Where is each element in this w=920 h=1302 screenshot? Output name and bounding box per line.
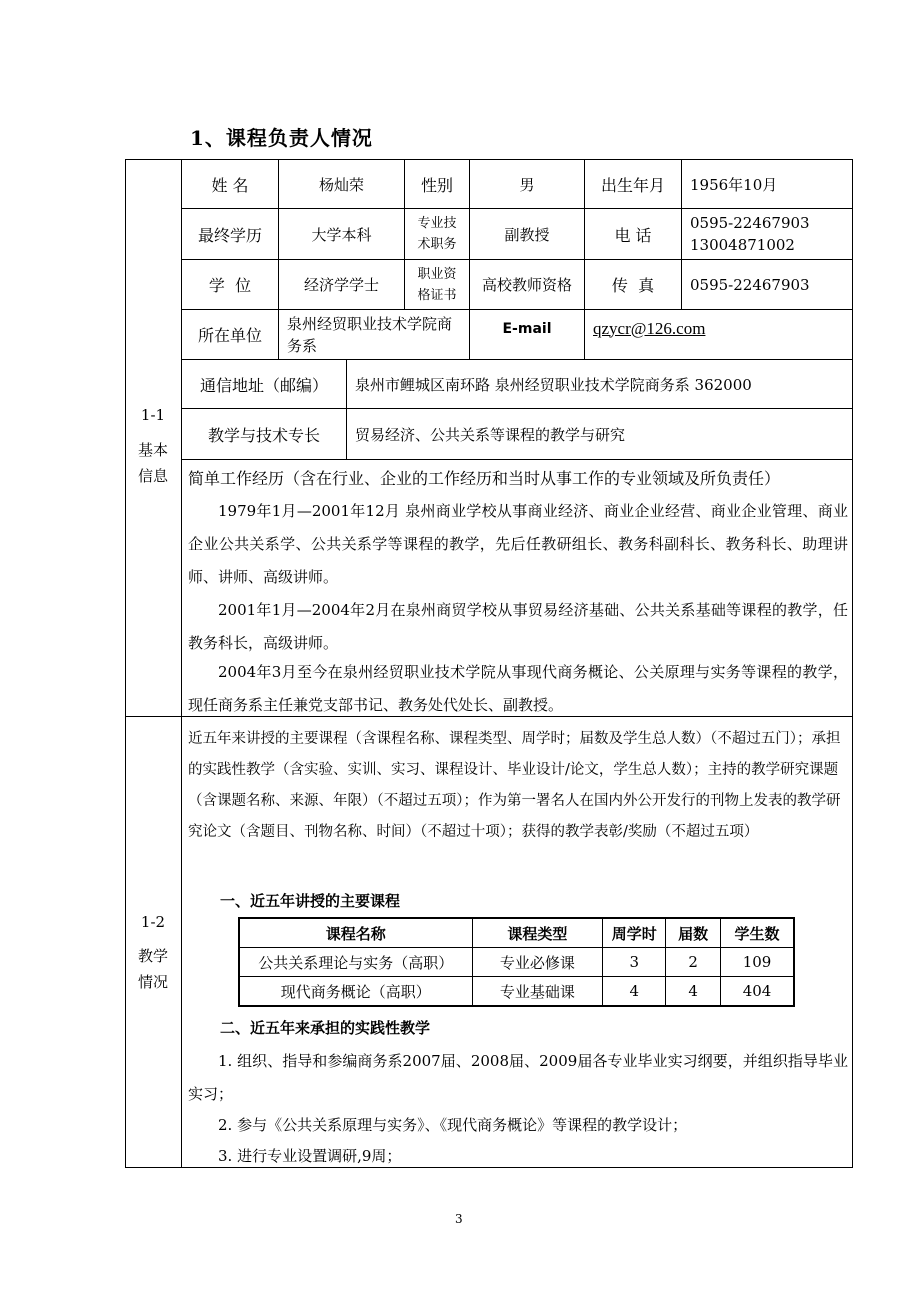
- weekly-hours: 3: [603, 948, 666, 977]
- phone-label: 电 话: [614, 225, 652, 245]
- title-label: 专业技术职务: [417, 216, 457, 252]
- degree-value: 经济学学士: [303, 276, 379, 294]
- resume-item-1: 1979年1月—2001年12月 泉州商业学校从事商业经济、商业企业经营、商业企业管理、商业企业公共关系学、公共关系学等课程的教学，先后任教研组长、教务科副科长、教务科长、助理讲师、讲师、高级讲师。: [188, 502, 848, 586]
- col-course-type: 课程类型: [472, 918, 603, 948]
- gender-label: 性别: [420, 175, 453, 195]
- col-students: 学生数: [721, 918, 794, 948]
- degree-label: 学 位: [208, 276, 252, 295]
- students: 404: [721, 977, 794, 1007]
- birth-label: 出生年月: [600, 175, 665, 195]
- courses-table: [238, 917, 795, 1007]
- table-row: [239, 948, 794, 977]
- phone-value: [682, 209, 852, 259]
- side-label-teaching: 教学 情况: [137, 947, 168, 991]
- side-label-basic: 基本 信息: [137, 441, 168, 485]
- phone-mobile: 13004871002: [690, 236, 795, 254]
- address-label: 通信地址（邮编）: [199, 375, 328, 395]
- sessions: 4: [666, 977, 721, 1007]
- gender-value: 男: [519, 175, 535, 194]
- email-link[interactable]: qzycr@126.com: [593, 318, 706, 338]
- cert-label: 职业资格证书: [417, 266, 457, 303]
- courses-header-row: [239, 918, 794, 948]
- weekly-hours: 4: [603, 977, 666, 1007]
- course-type: 专业基础课: [472, 977, 603, 1007]
- resume-title: 简单工作经历（含在行业、企业的工作经历和当时从事工作的专业领域及所负责任）: [188, 469, 781, 488]
- col-sessions: 届数: [666, 918, 721, 948]
- section-title: 1、课程负责人情况: [190, 126, 373, 150]
- col-course-name: 课程名称: [239, 918, 472, 948]
- col-weekly-hours: 周学时: [603, 918, 666, 948]
- email-label: E-mail: [502, 320, 552, 337]
- course-name: 现代商务概论（高职）: [239, 977, 472, 1007]
- practice-title: 二、近五年来承担的实践性教学: [220, 1019, 431, 1037]
- course-type: 专业必修课: [472, 948, 603, 977]
- courses-title: 一、近五年讲授的主要课程: [220, 892, 401, 910]
- side-num-1-1: 1-1: [140, 406, 166, 424]
- unit-value: 泉州经贸职业技术学院商务系: [287, 314, 453, 355]
- students: 109: [721, 948, 794, 977]
- phone-office: 0595-22467903: [690, 214, 810, 232]
- resume-item-3: 2004年3月至今在泉州经贸职业技术学院从事现代商务概论、公关原理与实务等课程的教学，现任商务系主任兼党支部书记、教务处代处长、副教授。: [188, 663, 848, 714]
- fax-label: 传 真: [611, 276, 655, 295]
- expertise-value: 贸易经济、公共关系等课程的教学与研究: [355, 425, 626, 444]
- expertise-label: 教学与技术专长: [207, 425, 320, 445]
- cert-value: 高校教师资格: [481, 276, 572, 294]
- table-row: [239, 977, 794, 1007]
- fax-value: 0595-22467903: [690, 275, 810, 294]
- education-label: 最终学历: [197, 225, 262, 245]
- course-name: 公共关系理论与实务（高职）: [239, 948, 472, 977]
- practice-item-3: 3. 进行专业设置调研,9周；: [218, 1147, 402, 1165]
- row-line: [181, 459, 853, 460]
- address-value: 泉州市鲤城区南环路 泉州经贸职业技术学院商务系 362000: [355, 375, 752, 394]
- birth-value: 1956年10月: [690, 175, 778, 194]
- unit-label: 所在单位: [197, 326, 262, 345]
- teaching-intro: 近五年来讲授的主要课程（含课程名称、课程类型、周学时；届数及学生总人数）（不超过五门）；承担的实践性教学（含实验、实训、实习、课程设计、毕业设计/论文，学生总人数）；主持的教学研究课题（含课题名称、来源、年限）（不超过五项）；作为第一署名人在国内外公开发行的刊物上发表的教学研究论文（含题目、刊物名称、时间）（不超过十项）；获得的教学表彰/奖励（不超过五项）: [188, 731, 841, 840]
- title-value: 副教授: [504, 225, 550, 244]
- email-cell: [585, 310, 852, 359]
- education-value: 大学本科: [311, 225, 372, 244]
- sessions: 2: [666, 948, 721, 977]
- side-num-1-2: 1-2: [140, 913, 166, 931]
- resume-item-2: 2001年1月—2004年2月在泉州商贸学校从事贸易经济基础、公共关系基础等课程的教学，任教务科长，高级讲师。: [188, 601, 848, 652]
- page-number: 3: [455, 1212, 463, 1226]
- name-value: 杨灿荣: [318, 175, 364, 194]
- practice-item-1: 1. 组织、指导和参编商务系2007届、2008届、2009届各专业毕业实习纲要，并组织指导毕业实习；: [188, 1052, 848, 1103]
- practice-item-2: 2. 参与《公共关系原理与实务》、《现代商务概论》等课程的教学设计；: [218, 1116, 688, 1134]
- name-label: 姓 名: [211, 175, 249, 195]
